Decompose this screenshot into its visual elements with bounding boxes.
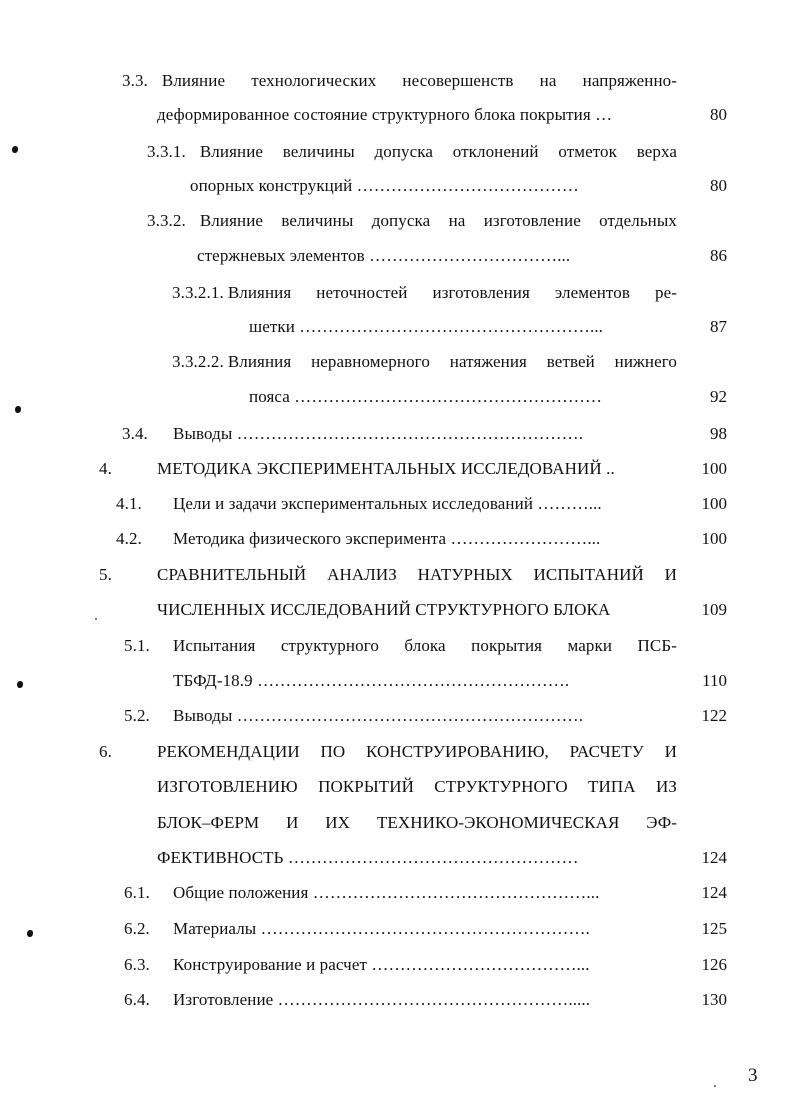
toc-entry-4: МЕТОДИКА ЭКСПЕРИМЕНТАЛЬНЫХ ИССЛЕДОВАНИЙ .. <box>157 459 615 478</box>
toc-entry-3-3-line2: деформированное состояние структурного блока покрытия … <box>157 105 613 124</box>
toc-page-3-4: 98 <box>710 424 727 443</box>
page-number: 3 <box>748 1065 758 1086</box>
toc-number-5: 5. <box>99 565 112 584</box>
toc-page-3-3: 80 <box>710 105 727 124</box>
toc-entry-3-3-1-line2: опорных конструкций ………………………………… <box>190 176 579 195</box>
toc-number-5-1: 5.1. <box>124 636 150 655</box>
toc-page-4-2: 100 <box>701 529 727 548</box>
toc-number: 3.3.2.1. <box>172 283 224 302</box>
toc-page-6: 124 <box>701 848 727 867</box>
toc-entry-5-line1: СРАВНИТЕЛЬНЫЙ АНАЛИЗ НАТУРНЫХ ИСПЫТАНИЙ И <box>157 565 677 584</box>
toc-number-6-3: 6.3. <box>124 955 150 974</box>
toc-entry-6-4: Изготовление ……………………………………………..... <box>173 990 591 1009</box>
scan-speck <box>95 618 97 620</box>
toc-entry-5-2: Выводы ……………………………………………………. <box>173 706 584 725</box>
toc-title: Влияние технологических несовершенств на напряженно- <box>161 71 677 90</box>
toc-page-3-3-2-1: 87 <box>710 317 727 336</box>
toc-entry-3-3-2-line2: стержневых элементов ……………………………... <box>197 246 571 265</box>
toc-title: Влияние величины допуска на изготовление отдельных <box>199 211 677 230</box>
toc-number-6: 6. <box>99 742 112 761</box>
toc-entry-3-3-line1 <box>122 70 677 92</box>
toc-number-4-1: 4.1. <box>116 494 142 513</box>
toc-entry-3-4: Выводы ……………………………………………………. <box>173 424 584 443</box>
toc-page-4-1: 100 <box>701 494 727 513</box>
toc-entry-6-1: Общие положения …………………………………………... <box>173 883 600 902</box>
toc-page-5-2: 122 <box>701 706 727 725</box>
toc-page-3-3-1: 80 <box>710 176 727 195</box>
toc-entry-6-3: Конструирование и расчет ………………………………... <box>173 955 590 974</box>
toc-title: Влияние величины допуска отклонений отметок верха <box>199 142 677 161</box>
toc-number: 3.3. <box>122 71 148 90</box>
scan-speck <box>714 1085 716 1087</box>
toc-entry-3-3-2-1-line1 <box>172 282 677 304</box>
toc-page-6-4: 130 <box>701 990 727 1009</box>
toc-number-6-1: 6.1. <box>124 883 150 902</box>
toc-entry-6-line2: ИЗГОТОВЛЕНИЮ ПОКРЫТИЙ СТРУКТУРНОГО ТИПА ИЗ <box>157 777 677 796</box>
toc-entry-6-line3: БЛОК–ФЕРМ И ИХ ТЕХНИКО-ЭКОНОМИЧЕСКАЯ ЭФ- <box>157 813 677 832</box>
toc-entry-6-line4: ФЕКТИВНОСТЬ …………………………………………… <box>157 848 579 867</box>
toc-page-6-1: 124 <box>701 883 727 902</box>
toc-number-5-2: 5.2. <box>124 706 150 725</box>
toc-entry-5-line2: ЧИСЛЕННЫХ ИССЛЕДОВАНИЙ СТРУКТУРНОГО БЛОКА <box>157 600 611 619</box>
scan-mark <box>15 406 21 413</box>
toc-title: Влияния неточностей изготовления элементов ре- <box>227 283 677 302</box>
toc-entry-4-1: Цели и задачи экспериментальных исследований ………... <box>173 494 602 513</box>
toc-number-3-4: 3.4. <box>122 424 148 443</box>
toc-page-3-3-2: 86 <box>710 246 727 265</box>
scan-mark <box>12 146 18 153</box>
scan-mark <box>27 930 33 937</box>
toc-number-6-2: 6.2. <box>124 919 150 938</box>
toc-entry-5-1-line2: ТБФД-18.9 ………………………………………………. <box>173 671 570 690</box>
toc-entry-3-3-1-line1 <box>147 141 677 163</box>
toc-page-6-2: 125 <box>701 919 727 938</box>
toc-number-6-4: 6.4. <box>124 990 150 1009</box>
toc-number: 3.3.2. <box>147 211 186 230</box>
toc-number-4: 4. <box>99 459 112 478</box>
toc-entry-6-2: Материалы …………………………………………………. <box>173 919 590 938</box>
toc-title: Влияния неравномерного натяжения ветвей нижнего <box>227 352 677 371</box>
toc-entry-4-2: Методика физического эксперимента ……………………... <box>173 529 601 548</box>
toc-page-3-3-2-2: 92 <box>710 387 727 406</box>
toc-entry-5-1-line1: Испытания структурного блока покрытия марки ПСБ- <box>173 636 677 655</box>
toc-page-5: 109 <box>701 600 727 619</box>
toc-number-4-2: 4.2. <box>116 529 142 548</box>
toc-page-6-3: 126 <box>701 955 727 974</box>
toc-number: 3.3.1. <box>147 142 186 161</box>
toc-page-5-1: 110 <box>702 671 727 690</box>
toc-entry-3-3-2-2-line2: пояса ……………………………………………… <box>249 387 603 406</box>
toc-entry-3-3-2-1-line2: шетки ……………………………………………... <box>249 317 604 336</box>
toc-number: 3.3.2.2. <box>172 352 224 371</box>
scan-mark <box>17 681 23 688</box>
toc-entry-6-line1: РЕКОМЕНДАЦИИ ПО КОНСТРУИРОВАНИЮ, РАСЧЕТУ И <box>157 742 677 761</box>
toc-entry-3-3-2-2-line1 <box>172 351 677 373</box>
toc-page-4: 100 <box>701 459 727 478</box>
toc-entry-3-3-2-line1 <box>147 210 677 232</box>
